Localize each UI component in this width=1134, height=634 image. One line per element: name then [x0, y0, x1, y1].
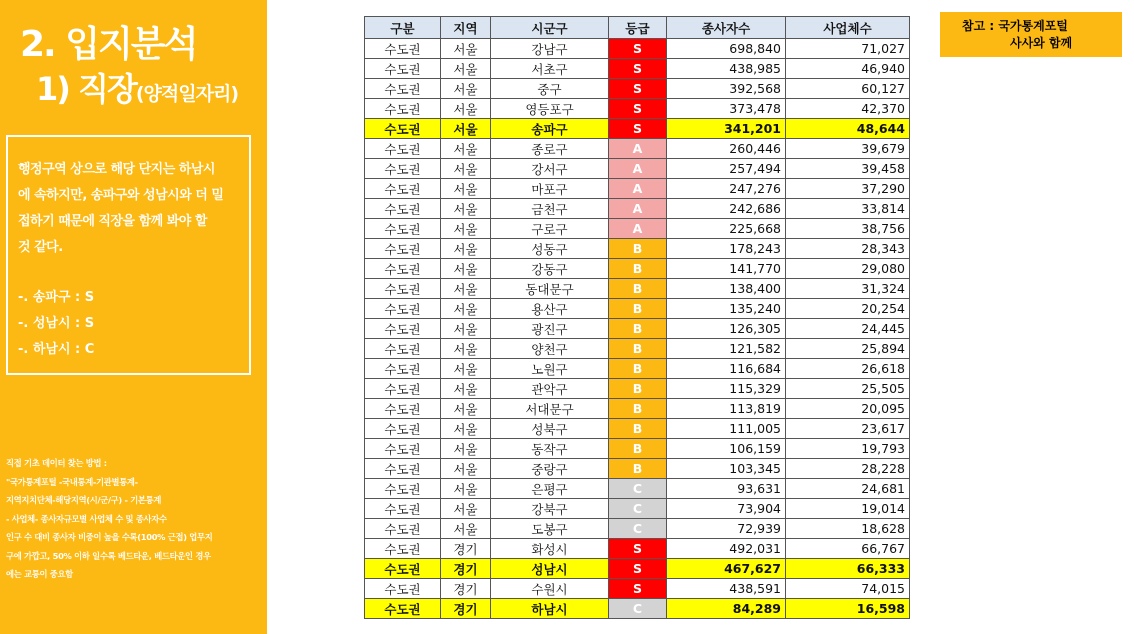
grade-badge: S — [609, 119, 667, 139]
cell-businesses: 29,080 — [786, 259, 910, 279]
cell-district: 서대문구 — [491, 399, 609, 419]
cell-region: 서울 — [441, 159, 491, 179]
table-row — [365, 459, 910, 479]
cell-group: 수도권 — [365, 79, 441, 99]
cell-district: 관악구 — [491, 379, 609, 399]
cell-workers: 93,631 — [667, 479, 786, 499]
cell-workers: 126,305 — [667, 319, 786, 339]
cell-group: 수도권 — [365, 479, 441, 499]
grade-badge: B — [609, 379, 667, 399]
reference-box — [940, 12, 1122, 57]
cell-district: 수원시 — [491, 579, 609, 599]
cell-group: 수도권 — [365, 59, 441, 79]
cell-group: 수도권 — [365, 119, 441, 139]
cell-district: 영등포구 — [491, 99, 609, 119]
grade-badge: B — [609, 319, 667, 339]
grade-badge: S — [609, 539, 667, 559]
cell-district: 은평구 — [491, 479, 609, 499]
cell-group: 수도권 — [365, 339, 441, 359]
cell-region: 서울 — [441, 139, 491, 159]
cell-businesses: 24,681 — [786, 479, 910, 499]
grade-badge: B — [609, 259, 667, 279]
cell-district: 성북구 — [491, 419, 609, 439]
cell-businesses: 66,767 — [786, 539, 910, 559]
cell-businesses: 24,445 — [786, 319, 910, 339]
cell-district: 구로구 — [491, 219, 609, 239]
cell-district: 강동구 — [491, 259, 609, 279]
description-box — [6, 135, 251, 375]
cell-district: 강서구 — [491, 159, 609, 179]
grade-badge: B — [609, 399, 667, 419]
employment-table — [364, 16, 910, 619]
cell-businesses: 37,290 — [786, 179, 910, 199]
cell-group: 수도권 — [365, 99, 441, 119]
grade-badge: S — [609, 79, 667, 99]
cell-region: 서울 — [441, 119, 491, 139]
cell-workers: 438,591 — [667, 579, 786, 599]
grade-badge: B — [609, 279, 667, 299]
description-line: 것 같다. — [18, 240, 63, 255]
cell-group: 수도권 — [365, 399, 441, 419]
cell-workers: 141,770 — [667, 259, 786, 279]
cell-businesses: 16,598 — [786, 599, 910, 619]
table-header-row — [365, 17, 910, 39]
cell-group: 수도권 — [365, 139, 441, 159]
cell-workers: 116,684 — [667, 359, 786, 379]
table-row — [365, 599, 910, 619]
cell-district: 중랑구 — [491, 459, 609, 479]
table-row — [365, 359, 910, 379]
cell-workers: 242,686 — [667, 199, 786, 219]
cell-workers: 341,201 — [667, 119, 786, 139]
cell-businesses: 39,458 — [786, 159, 910, 179]
cell-group: 수도권 — [365, 559, 441, 579]
cell-region: 서울 — [441, 459, 491, 479]
cell-region: 서울 — [441, 199, 491, 219]
grade-badge: B — [609, 299, 667, 319]
cell-region: 경기 — [441, 579, 491, 599]
header-workers: 종사자수 — [667, 17, 786, 39]
cell-group: 수도권 — [365, 579, 441, 599]
table-row — [365, 499, 910, 519]
cell-region: 서울 — [441, 379, 491, 399]
description-line: 행정구역 상으로 해당 단지는 하남시 — [18, 162, 215, 177]
table-row — [365, 339, 910, 359]
cell-district: 동대문구 — [491, 279, 609, 299]
grade-badge: B — [609, 359, 667, 379]
cell-workers: 178,243 — [667, 239, 786, 259]
cell-region: 서울 — [441, 99, 491, 119]
cell-workers: 111,005 — [667, 419, 786, 439]
cell-businesses: 71,027 — [786, 39, 910, 59]
grade-badge: S — [609, 559, 667, 579]
grade-badge: B — [609, 459, 667, 479]
cell-group: 수도권 — [365, 499, 441, 519]
cell-district: 강북구 — [491, 499, 609, 519]
grade-badge: C — [609, 499, 667, 519]
cell-businesses: 42,370 — [786, 99, 910, 119]
cell-workers: 113,819 — [667, 399, 786, 419]
grade-badge: B — [609, 339, 667, 359]
cell-businesses: 20,254 — [786, 299, 910, 319]
grade-badge: C — [609, 599, 667, 619]
table-row — [365, 379, 910, 399]
description-line: 접하기 때문에 직장을 함께 봐야 할 — [18, 214, 207, 229]
cell-group: 수도권 — [365, 539, 441, 559]
cell-region: 서울 — [441, 479, 491, 499]
cell-businesses: 39,679 — [786, 139, 910, 159]
cell-district: 서초구 — [491, 59, 609, 79]
method-note — [6, 454, 264, 584]
cell-businesses: 31,324 — [786, 279, 910, 299]
grade-badge: B — [609, 239, 667, 259]
header-businesses: 사업체수 — [786, 17, 910, 39]
cell-district: 성동구 — [491, 239, 609, 259]
note-line: - 사업체- 종사자규모별 사업체 수 및 종사자수 — [6, 513, 167, 524]
cell-businesses: 60,127 — [786, 79, 910, 99]
cell-region: 서울 — [441, 399, 491, 419]
cell-businesses: 38,756 — [786, 219, 910, 239]
cell-group: 수도권 — [365, 199, 441, 219]
cell-group: 수도권 — [365, 379, 441, 399]
cell-workers: 260,446 — [667, 139, 786, 159]
cell-group: 수도권 — [365, 279, 441, 299]
cell-businesses: 28,343 — [786, 239, 910, 259]
cell-group: 수도권 — [365, 459, 441, 479]
cell-region: 서울 — [441, 339, 491, 359]
table-row — [365, 179, 910, 199]
cell-businesses: 33,814 — [786, 199, 910, 219]
cell-group: 수도권 — [365, 179, 441, 199]
table-row — [365, 479, 910, 499]
cell-region: 서울 — [441, 439, 491, 459]
table-row — [365, 399, 910, 419]
cell-businesses: 66,333 — [786, 559, 910, 579]
cell-businesses: 19,014 — [786, 499, 910, 519]
cell-group: 수도권 — [365, 359, 441, 379]
section-title-main: 1) 직장 — [36, 70, 136, 108]
note-line: "국가통계포털 -국내통계-기관별통계- — [6, 476, 138, 487]
cell-businesses: 74,015 — [786, 579, 910, 599]
header-grade: 등급 — [609, 17, 667, 39]
table-row — [365, 439, 910, 459]
cell-businesses: 19,793 — [786, 439, 910, 459]
cell-region: 서울 — [441, 219, 491, 239]
cell-group: 수도권 — [365, 439, 441, 459]
grade-line: -. 하남시 : C — [18, 342, 95, 357]
cell-district: 성남시 — [491, 559, 609, 579]
cell-workers: 115,329 — [667, 379, 786, 399]
cell-district: 종로구 — [491, 139, 609, 159]
cell-district: 강남구 — [491, 39, 609, 59]
cell-district: 금천구 — [491, 199, 609, 219]
cell-workers: 438,985 — [667, 59, 786, 79]
cell-group: 수도권 — [365, 299, 441, 319]
grade-line: -. 성남시 : S — [18, 316, 95, 331]
cell-region: 서울 — [441, 59, 491, 79]
cell-region: 서울 — [441, 499, 491, 519]
table-row — [365, 119, 910, 139]
grade-line: -. 송파구 : S — [18, 290, 95, 305]
header-district: 시군구 — [491, 17, 609, 39]
table-row — [365, 39, 910, 59]
cell-workers: 392,568 — [667, 79, 786, 99]
grade-badge: A — [609, 159, 667, 179]
note-line: 인구 수 대비 종사자 비중이 높을 수록(100% 근접) 업무지 — [6, 532, 213, 542]
cell-workers: 257,494 — [667, 159, 786, 179]
cell-workers: 73,904 — [667, 499, 786, 519]
reference-line-1: 참고 : 국가통계포털 — [962, 19, 1068, 33]
grade-badge: B — [609, 439, 667, 459]
grade-badge: S — [609, 39, 667, 59]
table-row — [365, 519, 910, 539]
table-row — [365, 279, 910, 299]
table-row — [365, 159, 910, 179]
cell-group: 수도권 — [365, 159, 441, 179]
cell-workers: 72,939 — [667, 519, 786, 539]
note-line: 직접 기초 데이터 찾는 방법 : — [6, 458, 107, 468]
grade-badge: A — [609, 199, 667, 219]
cell-businesses: 48,644 — [786, 119, 910, 139]
grade-badge: S — [609, 579, 667, 599]
cell-group: 수도권 — [365, 519, 441, 539]
grade-badge: B — [609, 419, 667, 439]
table-row — [365, 299, 910, 319]
table-row — [365, 419, 910, 439]
cell-businesses: 23,617 — [786, 419, 910, 439]
cell-district: 중구 — [491, 79, 609, 99]
cell-region: 서울 — [441, 179, 491, 199]
table-row — [365, 579, 910, 599]
grade-badge: A — [609, 139, 667, 159]
cell-workers: 138,400 — [667, 279, 786, 299]
header-group: 구분 — [365, 17, 441, 39]
cell-region: 서울 — [441, 259, 491, 279]
left-panel — [0, 0, 267, 634]
grade-badge: C — [609, 519, 667, 539]
cell-businesses: 18,628 — [786, 519, 910, 539]
cell-district: 광진구 — [491, 319, 609, 339]
note-line: 에는 교통이 중요함 — [6, 569, 73, 579]
description-line: 에 속하지만, 송파구와 성남시와 더 밀 — [18, 188, 224, 203]
cell-region: 서울 — [441, 359, 491, 379]
cell-group: 수도권 — [365, 239, 441, 259]
cell-region: 경기 — [441, 539, 491, 559]
cell-district: 동작구 — [491, 439, 609, 459]
cell-region: 경기 — [441, 599, 491, 619]
cell-businesses: 46,940 — [786, 59, 910, 79]
cell-group: 수도권 — [365, 39, 441, 59]
cell-district: 양천구 — [491, 339, 609, 359]
cell-businesses: 25,505 — [786, 379, 910, 399]
cell-region: 서울 — [441, 519, 491, 539]
note-line: 지역지치단체-해당지역(시/군/구) - 기본통계 — [6, 495, 162, 505]
cell-workers: 247,276 — [667, 179, 786, 199]
grade-badge: A — [609, 219, 667, 239]
cell-district: 마포구 — [491, 179, 609, 199]
cell-region: 서울 — [441, 319, 491, 339]
cell-workers: 225,668 — [667, 219, 786, 239]
grade-badge: C — [609, 479, 667, 499]
table-body — [365, 39, 910, 619]
cell-group: 수도권 — [365, 419, 441, 439]
table-row — [365, 219, 910, 239]
cell-workers: 373,478 — [667, 99, 786, 119]
cell-workers: 103,345 — [667, 459, 786, 479]
grade-badge: S — [609, 99, 667, 119]
section-title-paren: (양적일자리) — [135, 83, 238, 105]
cell-region: 서울 — [441, 419, 491, 439]
cell-businesses: 28,228 — [786, 459, 910, 479]
table-row — [365, 199, 910, 219]
cell-group: 수도권 — [365, 319, 441, 339]
cell-district: 화성시 — [491, 539, 609, 559]
cell-region: 서울 — [441, 79, 491, 99]
cell-workers: 121,582 — [667, 339, 786, 359]
table-row — [365, 239, 910, 259]
grade-badge: A — [609, 179, 667, 199]
table-row — [365, 79, 910, 99]
page-title: 2. 입지분석 — [20, 24, 197, 65]
header-region: 지역 — [441, 17, 491, 39]
cell-group: 수도권 — [365, 259, 441, 279]
cell-businesses: 20,095 — [786, 399, 910, 419]
table-row — [365, 139, 910, 159]
cell-district: 도봉구 — [491, 519, 609, 539]
cell-workers: 492,031 — [667, 539, 786, 559]
grade-badge: S — [609, 59, 667, 79]
cell-workers: 135,240 — [667, 299, 786, 319]
table-row — [365, 539, 910, 559]
cell-district: 송파구 — [491, 119, 609, 139]
cell-region: 서울 — [441, 39, 491, 59]
cell-district: 용산구 — [491, 299, 609, 319]
table-row — [365, 319, 910, 339]
cell-workers: 106,159 — [667, 439, 786, 459]
grade-summary — [18, 285, 239, 363]
cell-region: 서울 — [441, 239, 491, 259]
cell-region: 서울 — [441, 299, 491, 319]
cell-district: 하남시 — [491, 599, 609, 619]
note-line: 구에 가깝고, 50% 이하 일수록 베드타운, 베드타운인 경우 — [6, 550, 211, 561]
cell-group: 수도권 — [365, 599, 441, 619]
cell-region: 경기 — [441, 559, 491, 579]
table-row — [365, 559, 910, 579]
table-row — [365, 259, 910, 279]
cell-workers: 467,627 — [667, 559, 786, 579]
reference-line-2: 사사와 함께 — [1010, 36, 1073, 50]
cell-group: 수도권 — [365, 219, 441, 239]
table-row — [365, 59, 910, 79]
description-lines — [18, 157, 239, 261]
cell-workers: 84,289 — [667, 599, 786, 619]
cell-workers: 698,840 — [667, 39, 786, 59]
cell-businesses: 26,618 — [786, 359, 910, 379]
cell-region: 서울 — [441, 279, 491, 299]
table-row — [365, 99, 910, 119]
cell-businesses: 25,894 — [786, 339, 910, 359]
section-title — [36, 64, 238, 110]
cell-district: 노원구 — [491, 359, 609, 379]
